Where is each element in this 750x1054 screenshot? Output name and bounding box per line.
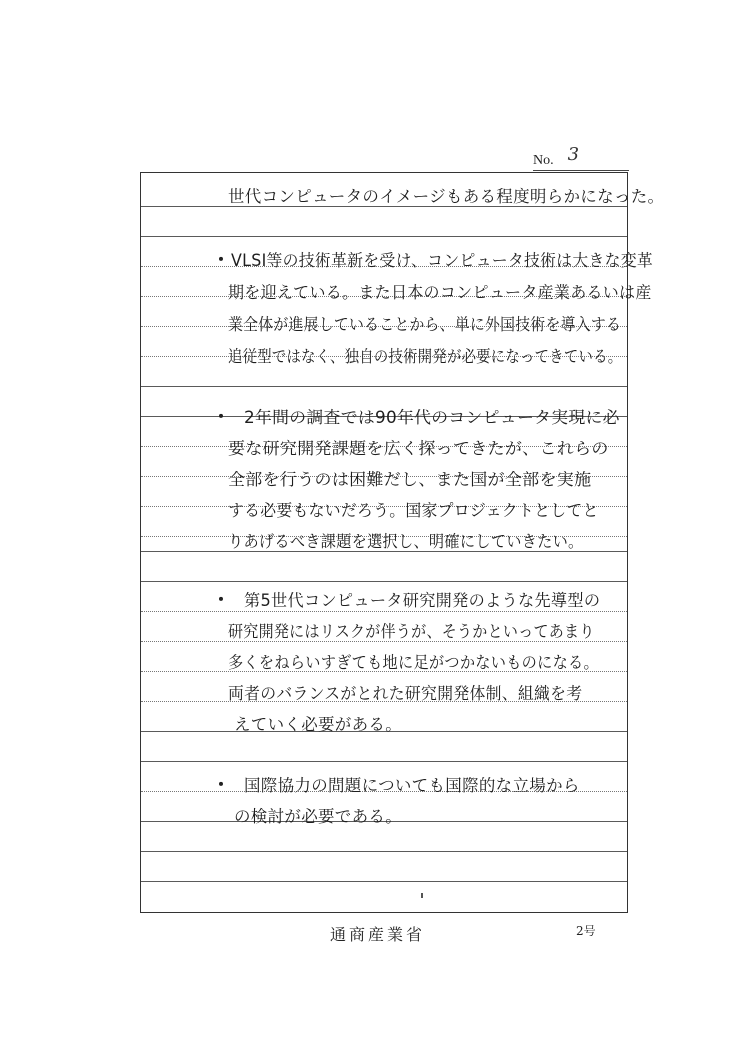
- page-number-underline: [533, 170, 629, 171]
- footer-form-number: 2号: [576, 924, 596, 938]
- text-line-1: 世代コンピュータのイメージもある程度明らかになった。: [228, 187, 665, 206]
- bullet-mark: ・: [212, 407, 230, 428]
- text-line-17: の検討が必要である。: [234, 807, 402, 826]
- bullet-mark: ・: [212, 590, 230, 611]
- bullet-mark: ・: [212, 250, 230, 271]
- text-line-8: 全部を行うのは困難だし、また国が全部を実施: [228, 470, 592, 489]
- text-line-12: 研究開発にはリスクが伴うが、そうかといってあまり: [228, 622, 595, 641]
- text-line-10: りあげるべき課題を選択し、明確にしていきたい。: [228, 532, 584, 551]
- text-line-14: 両者のバランスがとれた研究開発体制、組織を考: [228, 684, 583, 703]
- page-number-label: No.: [533, 153, 554, 168]
- stray-mark: [421, 893, 423, 898]
- text-line-15: えていく必要がある。: [234, 715, 402, 734]
- footer-organization: 通商産業省: [330, 925, 426, 944]
- ruled-line: [141, 761, 627, 762]
- text-line-3: 期を迎えている。また日本のコンピュータ産業あるいは産: [228, 283, 652, 302]
- text-line-4: 業全体が進展していることから、単に外国技術を導入する: [228, 315, 622, 334]
- ruled-line: [141, 851, 627, 852]
- ruled-line: [141, 236, 627, 237]
- page-number-value: 3: [567, 144, 580, 165]
- text-line-16: 国際協力の問題についても国際的な立場から: [244, 776, 580, 795]
- text-line-7: 要な研究開発課題を広く探ってきたが、これらの: [228, 439, 609, 458]
- text-line-13: 多くをねらいすぎても地に足がつかないものになる。: [228, 653, 599, 672]
- bullet-mark: ・: [212, 775, 230, 796]
- ruled-line: [141, 581, 627, 582]
- text-line-5: 追従型ではなく、独自の技術開発が必要になってきている。: [228, 347, 623, 366]
- text-line-11: 第5世代コンピュータ研究開発のような先導型の: [244, 591, 601, 610]
- text-line-2: VLSI等の技術革新を受け、コンピュータ技術は大きな変革: [231, 251, 653, 270]
- text-line-6: 2年間の調査では90年代のコンピュータ実現に必: [244, 408, 620, 427]
- ruled-line: [141, 386, 627, 387]
- text-line-9: する必要もないだろう。国家プロジェクトとしてと: [228, 501, 599, 520]
- page-number: [533, 144, 580, 169]
- ruled-line: [141, 881, 627, 882]
